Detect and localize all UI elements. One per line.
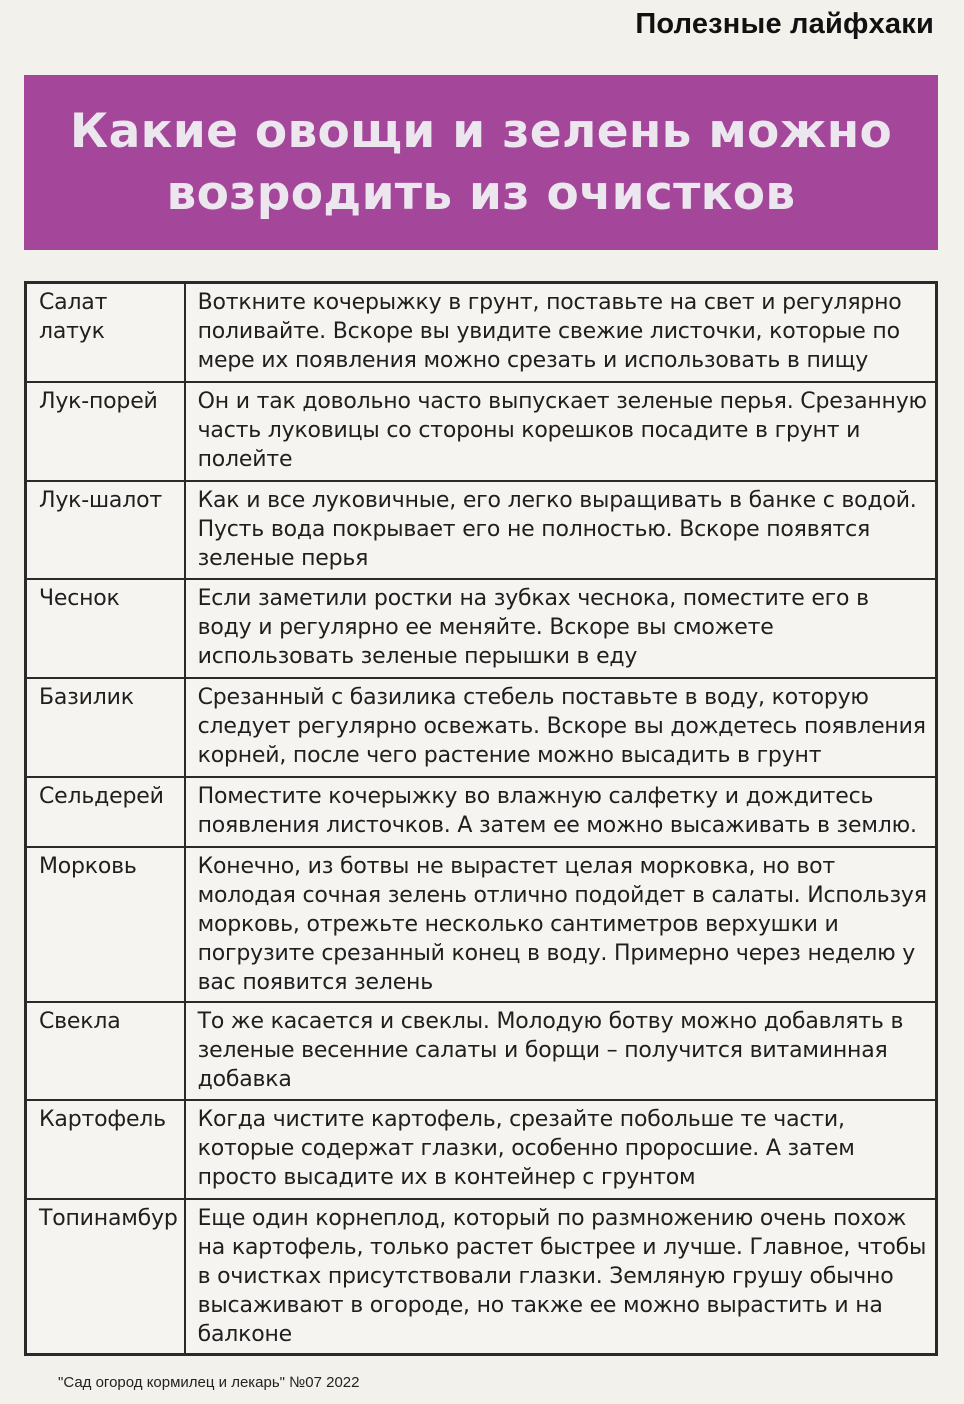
banner-title-line-1: Какие овощи и зелень можно <box>69 103 893 159</box>
table-row <box>26 1100 937 1199</box>
plant-name: Картофель <box>26 1100 185 1199</box>
plant-tip: Поместите кочерыжку во влажную салфетку и дождитесь появления листочков. А затем ее можно высаживать в землю. <box>185 777 937 847</box>
title-banner <box>24 75 938 250</box>
plant-tip: Конечно, из ботвы не вырастет целая морковка, но вот молодая сочная зелень отлично подойдет в салаты. Используя морковь, отрежьте несколько сантиметров верхушки и погрузите срезанный конец в воду. Примерно через неделю у вас появится зелень <box>185 847 937 1002</box>
plant-name: Морковь <box>26 847 185 1002</box>
plant-tip: То же касается и свеклы. Молодую ботву можно добавлять в зеленые весенние салаты и борщи – получится витаминная добавка <box>185 1002 937 1100</box>
plant-name: Сельдерей <box>26 777 185 847</box>
table-row <box>26 481 937 579</box>
table-row <box>26 579 937 678</box>
tips-table <box>24 281 938 1356</box>
table-row <box>26 678 937 777</box>
source-caption: "Сад огород кормилец и лекарь" №07 2022 <box>58 1374 360 1391</box>
plant-tip: Воткните кочерыжку в грунт, поставьте на свет и регулярно поливайте. Вскоре вы увидите свежие листочки, которые по мере их появления можно срезать и использовать в пищу <box>185 283 937 382</box>
plant-tip: Когда чистите картофель, срезайте побольше те части, которые содержат глазки, особенно проросшие. А затем просто высадите их в контейнер с грунтом <box>185 1100 937 1199</box>
section-label: Полезные лайфхаки <box>635 8 934 40</box>
plant-name: Лук-шалот <box>26 481 185 579</box>
plant-name: Свекла <box>26 1002 185 1100</box>
plant-tip: Срезанный с базилика стебель поставьте в воду, которую следует регулярно освежать. Вскоре вы дождетесь появления корней, после чего растение можно высадить в грунт <box>185 678 937 777</box>
plant-tip: Как и все луковичные, его легко выращивать в банке с водой. Пусть вода покрывает его не полностью. Вскоре появятся зеленые перья <box>185 481 937 579</box>
table-row <box>26 283 937 382</box>
table-row <box>26 1199 937 1355</box>
plant-name: Топинамбур <box>26 1199 185 1355</box>
plant-name: Базилик <box>26 678 185 777</box>
plant-name: Лук-порей <box>26 382 185 481</box>
plant-name: Чеснок <box>26 579 185 678</box>
table-row <box>26 847 937 1002</box>
table-row <box>26 1002 937 1100</box>
table-row <box>26 777 937 847</box>
plant-tip: Если заметили ростки на зубках чеснока, поместите его в воду и регулярно ее меняйте. Вскоре вы сможете использовать зеленые перышки в еду <box>185 579 937 678</box>
plant-tip: Еще один корнеплод, который по размножению очень похож на картофель, только растет быстрее и лучше. Главное, чтобы в очистках присутствовали глазки. Земляную грушу обычно высаживают в огороде, но также ее можно вырастить и на балконе <box>185 1199 937 1355</box>
banner-title-line-2: возродить из очистков <box>166 165 796 221</box>
plant-name: Салат латук <box>26 283 185 382</box>
plant-tip: Он и так довольно часто выпускает зеленые перья. Срезанную часть луковицы со стороны корешков посадите в грунт и полейте <box>185 382 937 481</box>
table-row <box>26 382 937 481</box>
